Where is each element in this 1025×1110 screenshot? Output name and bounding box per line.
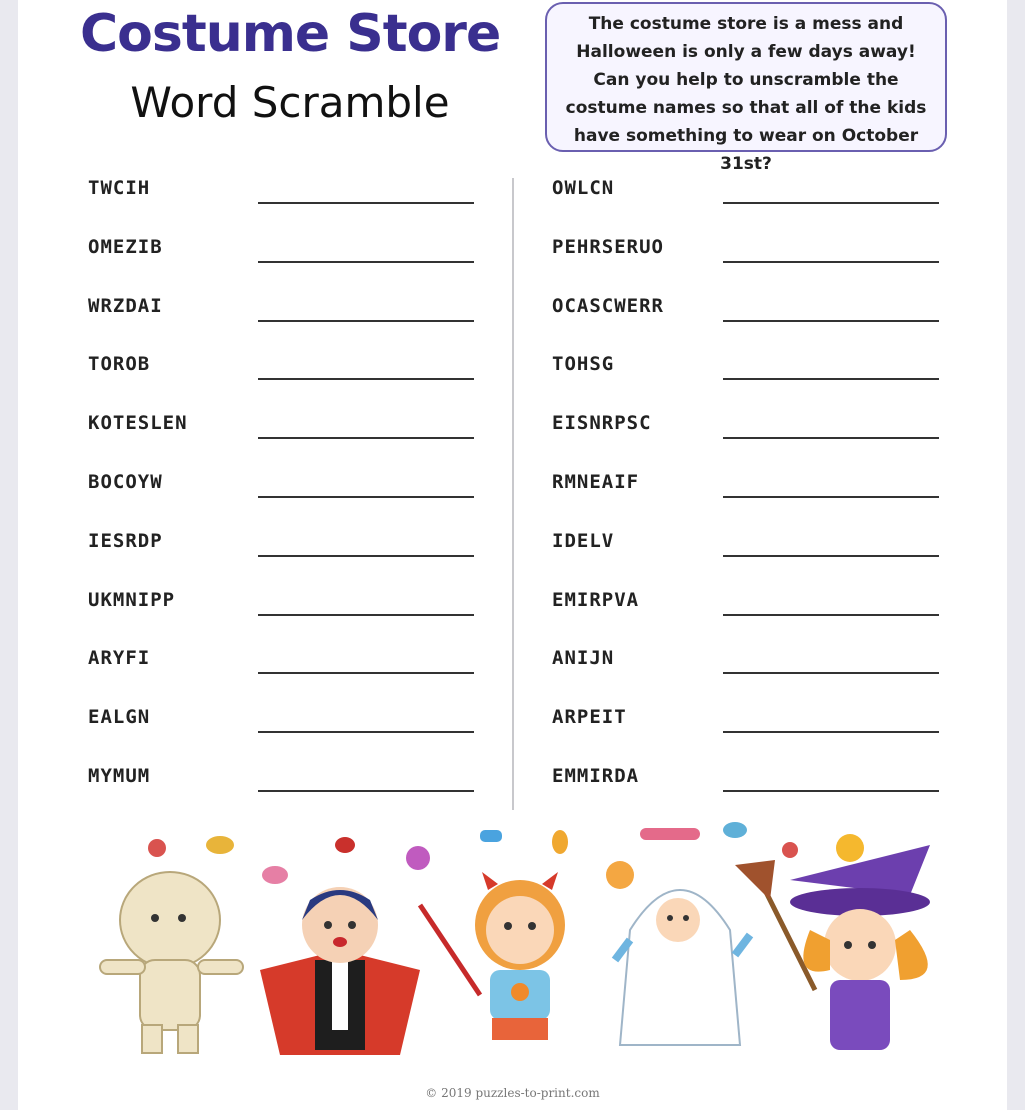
answer-line[interactable]	[258, 555, 474, 557]
scrambled-word: ARPEIT	[552, 706, 627, 729]
scrambled-word: OCASCWERR	[552, 294, 664, 317]
answer-line[interactable]	[723, 437, 939, 439]
answer-line[interactable]	[258, 496, 474, 498]
scrambled-word: EALGN	[88, 706, 151, 729]
scrambled-word: EMMIRDA	[552, 765, 640, 787]
scrambled-word: BOCOYW	[88, 471, 163, 493]
answer-line[interactable]	[258, 261, 474, 263]
mummy-kid	[100, 872, 243, 1053]
answer-line[interactable]	[723, 378, 939, 380]
scrambled-word: TWCIH	[88, 177, 151, 199]
column-divider	[512, 178, 514, 810]
scrambled-word: UKMNIPP	[88, 588, 176, 611]
ghost-kid	[615, 890, 750, 1045]
answer-line[interactable]	[258, 202, 474, 204]
answer-line[interactable]	[723, 790, 939, 792]
answer-line[interactable]	[258, 672, 474, 674]
costumed-kids-illustration	[70, 820, 970, 1070]
answer-line[interactable]	[258, 614, 474, 616]
scrambled-word: OWLCN	[552, 177, 615, 199]
scrambled-word: RMNEAIF	[552, 471, 640, 493]
answer-line[interactable]	[723, 202, 939, 204]
answer-line[interactable]	[723, 672, 939, 674]
scrambled-word: ARYFI	[88, 647, 151, 670]
answer-line[interactable]	[723, 320, 939, 322]
vampire-kid	[260, 887, 420, 1055]
scrambled-word: ANIJN	[552, 647, 615, 670]
scrambled-word: TOHSG	[552, 353, 615, 376]
scrambled-word: TOROB	[88, 353, 151, 376]
instructions-box: The costume store is a mess and Halloween is only a few days away! Can you help to unscramble the costume names so that all of the kids have something to wear on October 31st?	[545, 2, 947, 152]
answer-line[interactable]	[723, 496, 939, 498]
answer-line[interactable]	[258, 320, 474, 322]
answer-line[interactable]	[258, 731, 474, 733]
answer-line[interactable]	[258, 437, 474, 439]
scrambled-word: WRZDAI	[88, 294, 163, 317]
answer-line[interactable]	[258, 790, 474, 792]
answer-line[interactable]	[723, 731, 939, 733]
scrambled-word: EMIRPVA	[552, 588, 640, 611]
scrambled-word: OMEZIB	[88, 235, 163, 258]
scrambled-word: PEHRSERUO	[552, 235, 664, 258]
answer-line[interactable]	[258, 378, 474, 380]
answer-line[interactable]	[723, 555, 939, 557]
scrambled-word: EISNRPSC	[552, 412, 652, 435]
page-title: Costume Store	[80, 4, 501, 64]
page-subtitle: Word Scramble	[130, 78, 450, 127]
scrambled-word: IDELV	[552, 529, 615, 552]
answer-line[interactable]	[723, 261, 939, 263]
witch-kid	[735, 845, 930, 1050]
scrambled-word: MYMUM	[88, 765, 151, 787]
copyright-notice: © 2019 puzzles-to-print.com	[425, 1086, 600, 1100]
scrambled-word: KOTESLEN	[88, 412, 188, 435]
devil-kid	[420, 872, 565, 1040]
answer-line[interactable]	[723, 614, 939, 616]
scrambled-word: IESRDP	[88, 529, 163, 552]
